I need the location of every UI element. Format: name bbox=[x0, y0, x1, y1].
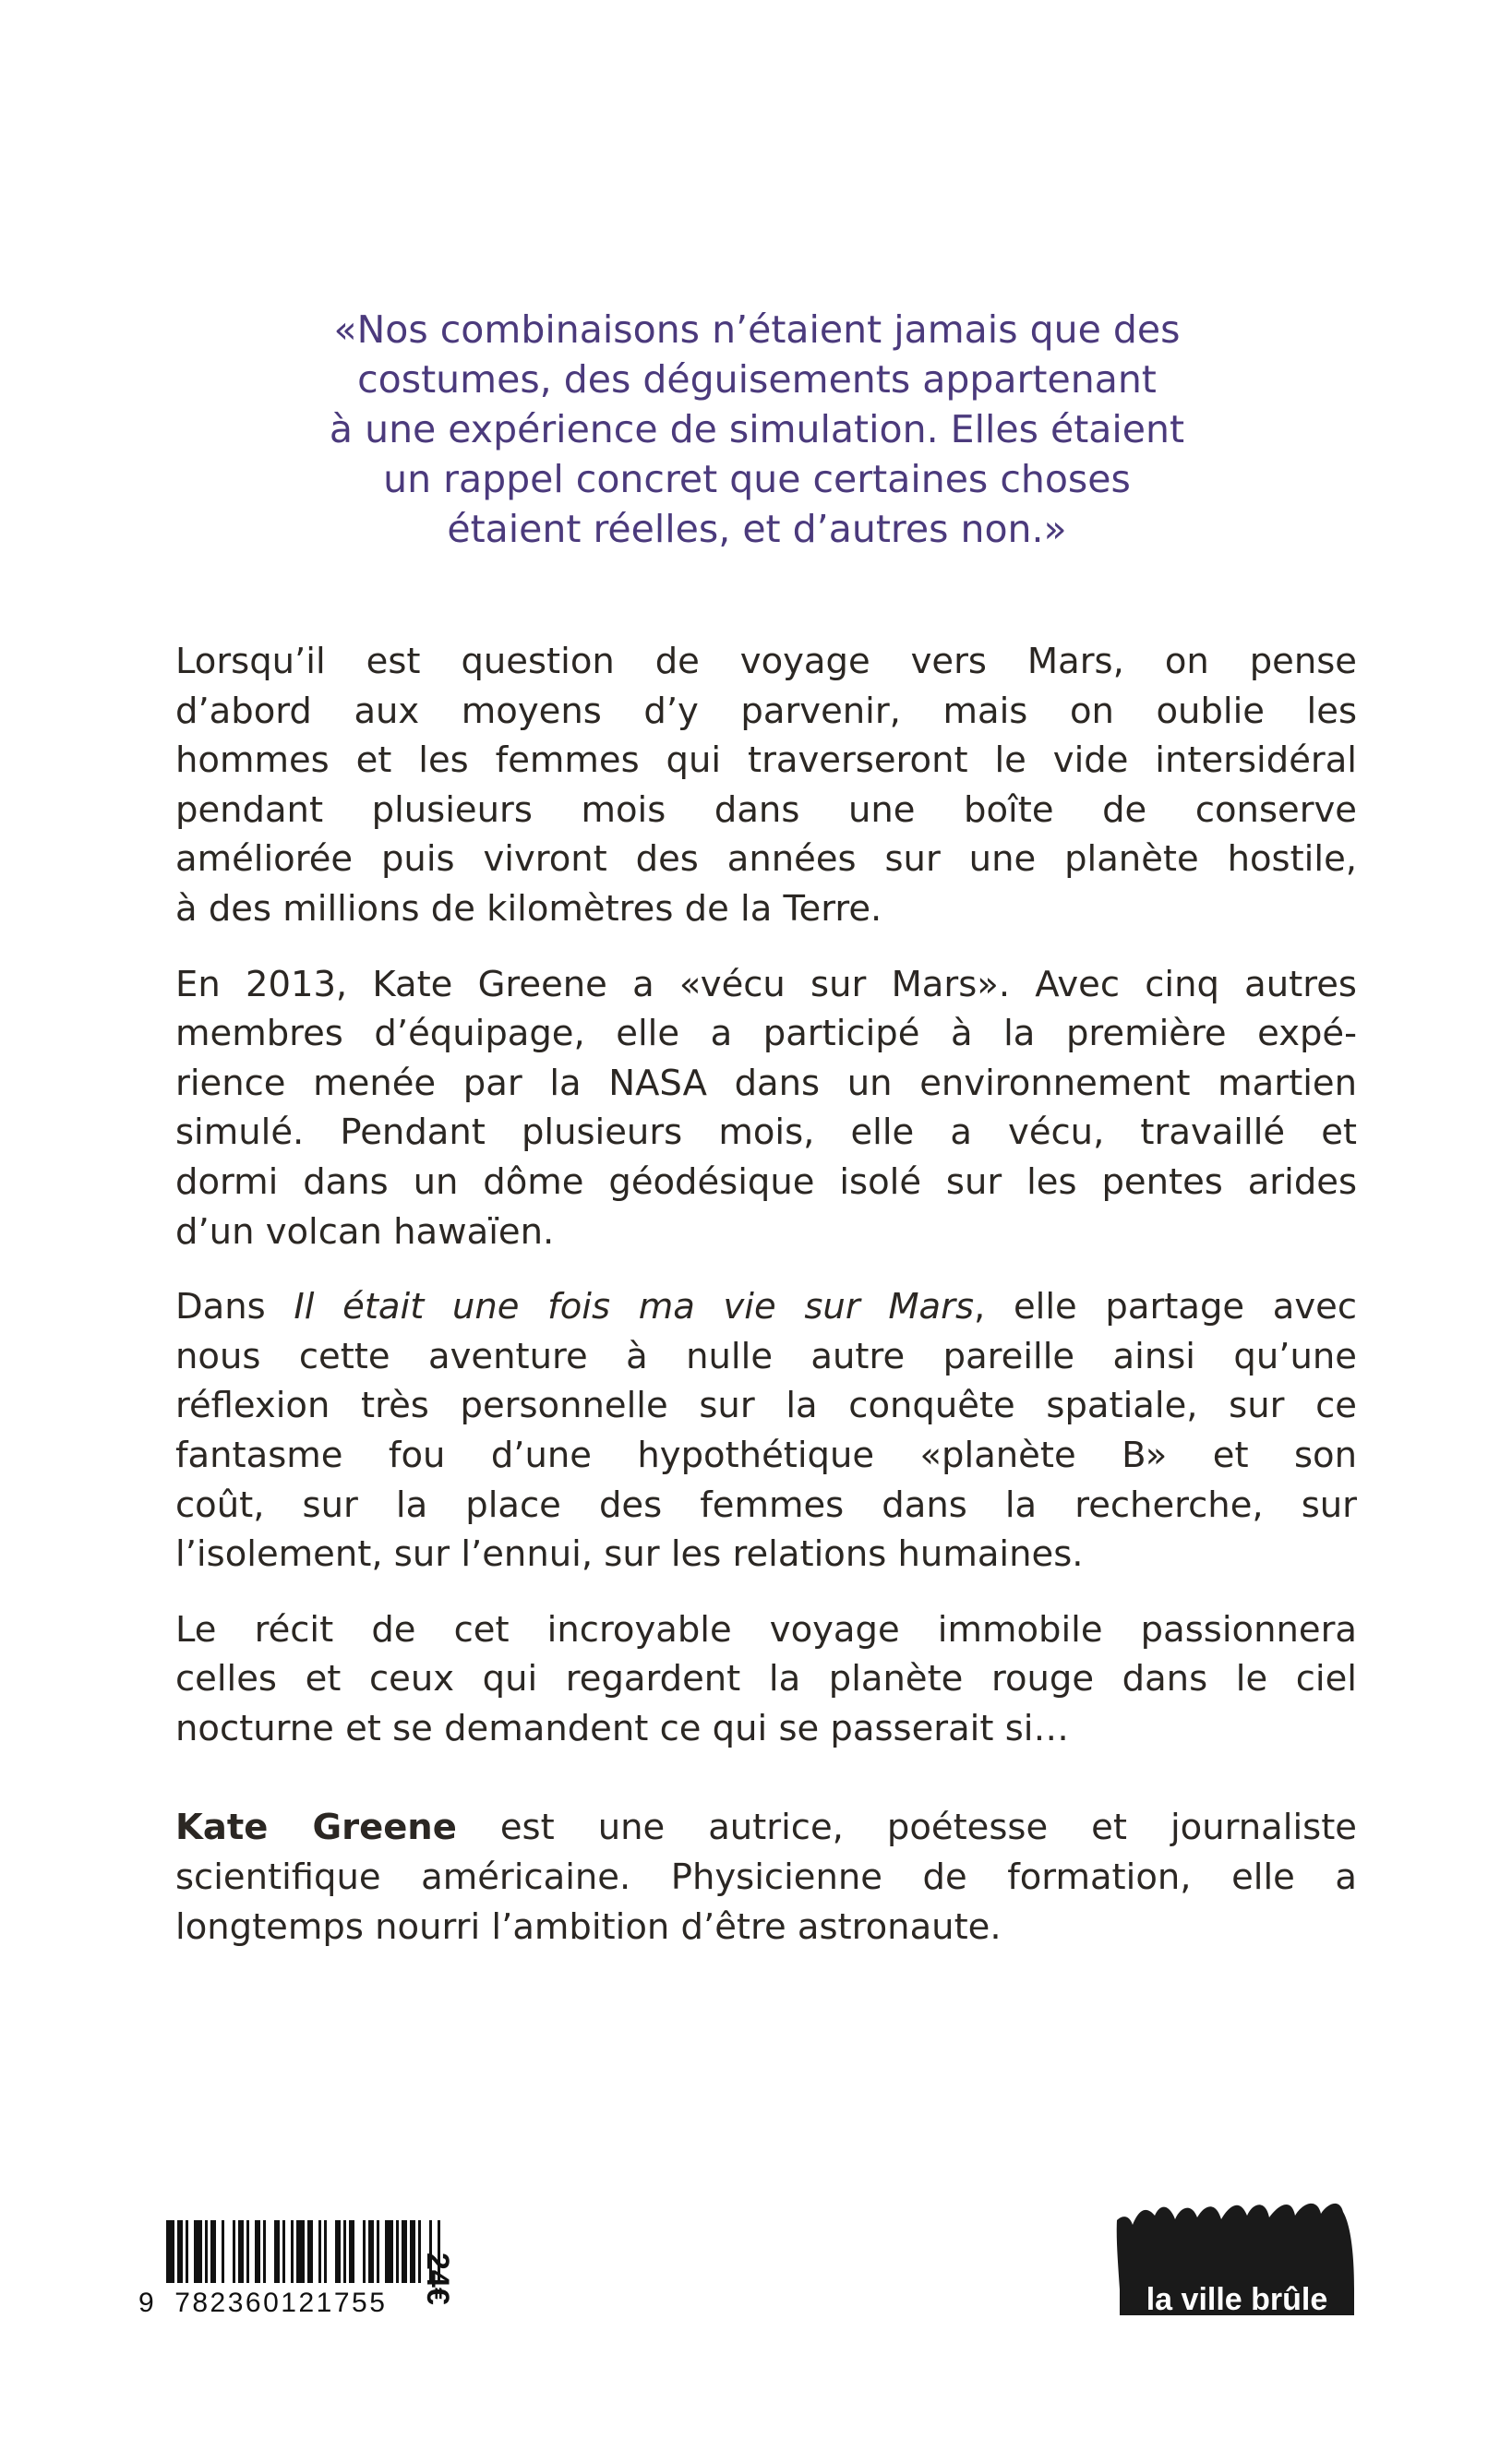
barcode-bar bbox=[238, 2220, 244, 2283]
barcode-bar bbox=[255, 2220, 260, 2283]
barcode-bar bbox=[377, 2220, 379, 2283]
publisher-name: la ville brûle bbox=[1146, 2282, 1328, 2317]
text-fragment: , elle partage avec bbox=[974, 1286, 1358, 1328]
publisher-logo bbox=[1112, 2197, 1362, 2326]
barcode-bar bbox=[349, 2220, 354, 2283]
barcode-bar bbox=[166, 2220, 174, 2283]
barcode-bar bbox=[343, 2220, 346, 2283]
paragraph-book bbox=[175, 1282, 1357, 1580]
text-line bbox=[175, 1803, 1357, 1853]
text-line: Lorsqu’il est question de voyage vers Mars, on pense bbox=[175, 641, 1357, 682]
barcode-bar bbox=[274, 2220, 280, 2283]
text-line: améliorée puis vivront des années sur une planète hostile, bbox=[175, 838, 1357, 881]
barcode-bar bbox=[210, 2220, 216, 2283]
text-line: coût, sur la place des femmes dans la recherche, sur bbox=[175, 1484, 1357, 1526]
barcode bbox=[138, 2220, 443, 2345]
barcode-bar bbox=[410, 2220, 415, 2283]
barcode-bar bbox=[205, 2220, 208, 2283]
isbn-first-digit: 9 bbox=[138, 2288, 157, 2318]
book-title: Il était une fois ma vie sur Mars bbox=[294, 1286, 975, 1328]
barcode-bar bbox=[291, 2220, 294, 2283]
text-fragment: est une autrice, poétesse et journaliste bbox=[456, 1807, 1357, 1849]
text-line: rience menée par la NASA dans un environnement martien bbox=[175, 1062, 1357, 1104]
barcode-bar bbox=[263, 2220, 266, 2283]
barcode-bar bbox=[402, 2220, 407, 2283]
barcode-bar bbox=[194, 2220, 202, 2283]
text-line: celles et ceux qui regardent la planète rouge dans le ciel bbox=[175, 1658, 1357, 1700]
barcode-bar bbox=[368, 2220, 374, 2283]
text-line: nocturne et se demandent ce qui se passerait si… bbox=[175, 1707, 1069, 1749]
text-line: scientifique américaine. Physicienne de formation, elle a bbox=[175, 1856, 1357, 1899]
barcode-bar bbox=[307, 2220, 313, 2283]
text-fragment: Dans bbox=[175, 1286, 294, 1328]
quote-line: à une expérience de simulation. Elles étaient bbox=[329, 407, 1185, 451]
text-line: d’abord aux moyens d’y parvenir, mais on oublie les bbox=[175, 690, 1357, 732]
barcode-bar bbox=[318, 2220, 321, 2283]
barcode-bar bbox=[335, 2220, 341, 2283]
quote-line: «Nos combinaisons n’étaient jamais que des bbox=[333, 307, 1181, 352]
text-line: En 2013, Kate Greene a «vécu sur Mars». Avec cinq autres bbox=[175, 963, 1357, 1005]
price: 24€ bbox=[420, 2253, 455, 2305]
cover-quote bbox=[240, 305, 1274, 554]
barcode-bar bbox=[296, 2220, 305, 2283]
text-line: simulé. Pendant plusieurs mois, elle a vécu, travaillé et bbox=[175, 1111, 1357, 1154]
isbn-digits: 782360121755 bbox=[174, 2288, 388, 2318]
text-line: hommes et les femmes qui traverseront le vide intersidéral bbox=[175, 739, 1357, 782]
quote-line: costumes, des déguisements appartenant bbox=[357, 357, 1157, 402]
text-line: Le récit de cet incroyable voyage immobile passionnera bbox=[175, 1608, 1357, 1651]
barcode-bar bbox=[246, 2220, 249, 2283]
text-line: pendant plusieurs mois dans une boîte de conserve bbox=[175, 788, 1357, 831]
text-line: membres d’équipage, elle a participé à la première expé- bbox=[175, 1013, 1357, 1055]
barcode-bar bbox=[363, 2220, 366, 2283]
text-line: à des millions de kilomètres de la Terre. bbox=[175, 887, 882, 930]
text-line: longtemps nourri l’ambition d’être astronaute. bbox=[175, 1905, 1002, 1948]
text-line: l’isolement, sur l’ennui, sur les relations humaines. bbox=[175, 1533, 1084, 1576]
barcode-bar bbox=[396, 2220, 399, 2283]
text-line: d’un volcan hawaïen. bbox=[175, 1210, 555, 1253]
paragraph-closing bbox=[175, 1605, 1357, 1754]
paragraph-intro bbox=[175, 637, 1357, 934]
blurb bbox=[175, 637, 1357, 1977]
barcode-bar bbox=[233, 2220, 235, 2283]
text-line: fantasme fou d’une hypothétique «planète B» et son bbox=[175, 1434, 1357, 1476]
author-bio bbox=[175, 1803, 1357, 1952]
text-line bbox=[175, 1282, 1357, 1332]
barcode-bar bbox=[222, 2220, 224, 2283]
barcode-bar bbox=[177, 2220, 183, 2283]
barcode-bar bbox=[385, 2220, 393, 2283]
text-line: dormi dans un dôme géodésique isolé sur les pentes arides bbox=[175, 1160, 1357, 1203]
quote-line: étaient réelles, et d’autres non.» bbox=[447, 507, 1067, 551]
barcode-bar bbox=[324, 2220, 327, 2283]
paragraph-experience bbox=[175, 960, 1357, 1257]
barcode-bar bbox=[282, 2220, 285, 2283]
author-name: Kate Greene bbox=[175, 1807, 457, 1849]
quote-line: un rappel concret que certaines choses bbox=[383, 457, 1131, 501]
isbn-number bbox=[138, 2288, 452, 2319]
barcode-bar bbox=[186, 2220, 188, 2283]
text-line: nous cette aventure à nulle autre pareille ainsi qu’une bbox=[175, 1335, 1357, 1377]
text-line: réflexion très personnelle sur la conquête spatiale, sur ce bbox=[175, 1385, 1357, 1427]
